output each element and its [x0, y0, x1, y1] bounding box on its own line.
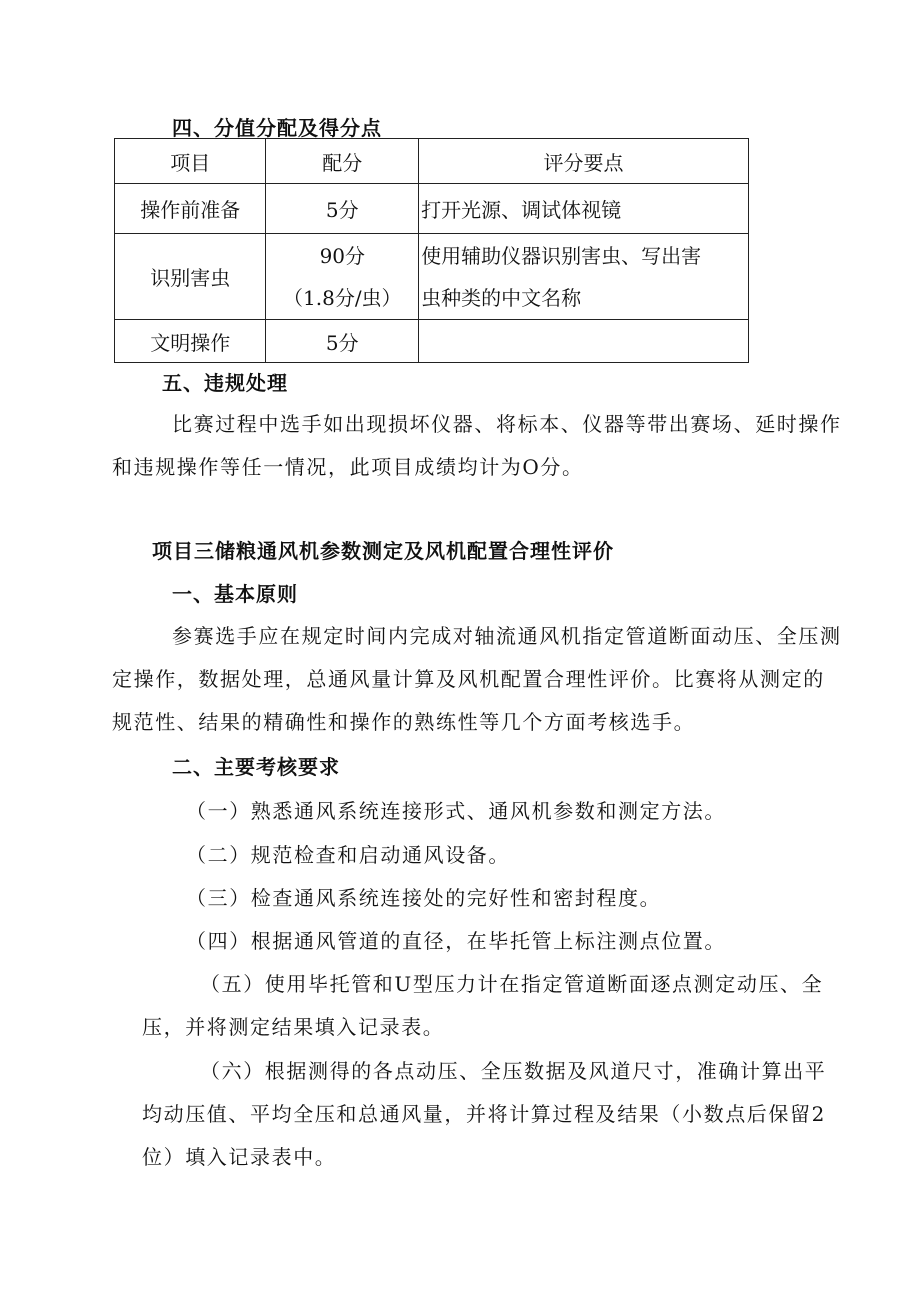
section5-paragraph-line: 和违规操作等任一情况，此项目成绩均计为O分。	[112, 455, 584, 479]
row-score: 5分	[266, 184, 419, 234]
row-item: 操作前准备	[115, 184, 266, 234]
requirement-item: （一）熟悉通风系统连接形式、通风机参数和测定方法。	[186, 799, 726, 823]
row-points-cell	[419, 234, 749, 320]
table-row	[115, 234, 749, 320]
principles-paragraph-line: 规范性、结果的精确性和操作的熟练性等几个方面考核选手。	[112, 710, 696, 734]
requirements-title: 二、主要考核要求	[172, 755, 340, 779]
principles-title: 一、基本原则	[172, 582, 298, 606]
project3-title: 项目三储粮通风机参数测定及风机配置合理性评价	[152, 539, 614, 563]
section5-title: 五、违规处理	[162, 371, 288, 395]
requirement-item: （六）根据测得的各点动压、全压数据及风道尺寸，准确计算出平	[200, 1059, 827, 1083]
score-table	[114, 138, 749, 363]
row-points: 打开光源、调试体视镜	[419, 184, 749, 234]
requirement-item: （二）规范检查和启动通风设备。	[186, 843, 510, 867]
row-score-cell	[266, 234, 419, 320]
header-score: 配分	[266, 139, 419, 184]
table-row	[115, 320, 749, 363]
table-row	[115, 184, 749, 234]
section4-title: 四、分值分配及得分点	[172, 116, 382, 140]
requirement-item-continuation: 压，并将测定结果填入记录表。	[142, 1015, 445, 1039]
requirement-item-continuation: 均动压值、平均全压和总通风量，并将计算过程及结果（小数点后保留2	[142, 1102, 826, 1126]
principles-paragraph-line: 参赛选手应在规定时间内完成对轴流通风机指定管道断面动压、全压测	[172, 624, 842, 648]
row-item: 文明操作	[115, 320, 266, 363]
requirement-item: （四）根据通风管道的直径，在毕托管上标注测点位置。	[186, 929, 726, 953]
requirement-item-continuation: 位）填入记录表中。	[142, 1145, 337, 1169]
row-score: 5分	[266, 320, 419, 363]
header-item: 项目	[115, 139, 266, 184]
row-item: 识别害虫	[115, 234, 266, 320]
principles-paragraph-line: 定操作，数据处理，总通风量计算及风机配置合理性评价。比赛将从测定的	[112, 667, 825, 691]
row-points	[419, 320, 749, 363]
requirement-item: （五）使用毕托管和U型压力计在指定管道断面逐点测定动压、全	[200, 972, 824, 996]
header-points: 评分要点	[419, 139, 749, 184]
table-header-row	[115, 139, 749, 184]
row-score: 90分	[319, 243, 366, 268]
row-score-note: （1.8分/虫）	[283, 285, 402, 310]
row-points: 使用辅助仪器识别害虫、写出害	[421, 243, 702, 268]
requirement-item: （三）检查通风系统连接处的完好性和密封程度。	[186, 886, 662, 910]
section5-paragraph-line: 比赛过程中选手如出现损坏仪器、将标本、仪器等带出赛场、延时操作	[172, 412, 842, 436]
row-points-line2: 虫种类的中文名称	[421, 285, 582, 310]
